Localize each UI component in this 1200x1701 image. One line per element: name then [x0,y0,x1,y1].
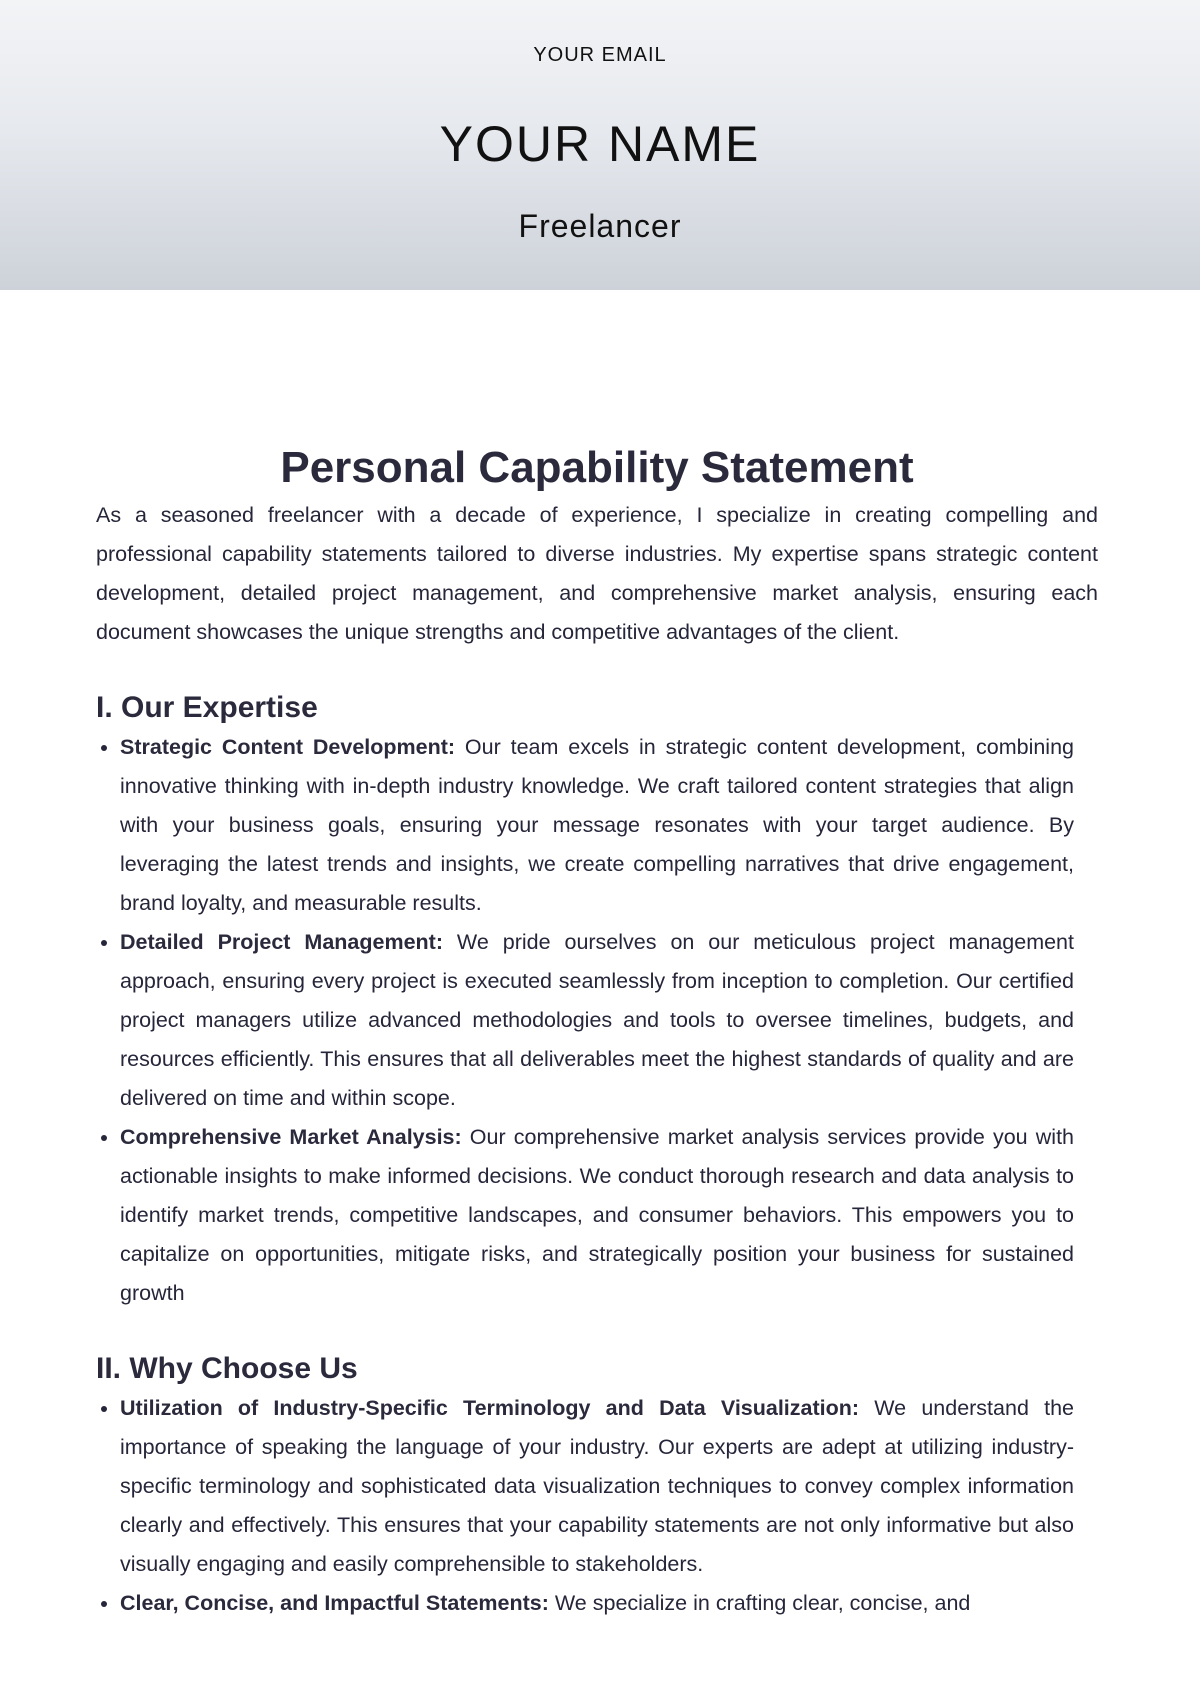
list-item-text: We understand the importance of speaking the language of your industry. Our experts are adept at utilizing industry-specific terminology and sophisticated data visualization techniques to convey complex information clearly and effectively. This ensures that your capability statements are not only informative but also visually engaging and easily comprehensible to stakeholders. [120,1396,1074,1576]
document-title: Personal Capability Statement [280,443,914,492]
list-item [120,923,1074,1118]
role-subtitle: Freelancer [518,208,682,244]
name-heading: YOUR NAME [439,116,761,172]
list-item [120,1118,1074,1313]
list-item-label: Clear, Concise, and Impactful Statements: [120,1591,549,1615]
list-item [120,1389,1074,1584]
list-item-text: We pride ourselves on our meticulous project management approach, ensuring every project is executed seamlessly from inception to completion. Our certified project managers utilize advanced methodologies and tools to oversee timelines, budgets, and resources efficiently. This ensures that all deliverables meet the highest standards of quality and are delivered on time and within scope. [120,930,1074,1110]
document-body [96,440,1098,1623]
list-item-text: Our team excels in strategic content development, combining innovative thinking with in-depth industry knowledge. We craft tailored content strategies that align with your business goals, ensuring your message resonates with your target audience. By leveraging the latest trends and insights, we create compelling narratives that drive engagement, brand loyalty, and measurable results. [120,735,1074,915]
header-banner [0,0,1200,290]
list-item-label: Utilization of Industry-Specific Terminology and Data Visualization: [120,1396,860,1420]
section-heading-expertise: I. Our Expertise [96,691,318,724]
list-item [120,1584,1074,1623]
list-item-text: We specialize in crafting clear, concise, and [548,1591,971,1615]
intro-paragraph: As a seasoned freelancer with a decade of experience, I specialize in creating compelling and professional capability statements tailored to diverse industries. My expertise spans strategic content development, detailed project management, and comprehensive market analysis, ensuring each document showcases the unique strengths and competitive advantages of the client. [96,503,1098,644]
list-item-text: Our comprehensive market analysis services provide you with actionable insights to make informed decisions. We conduct thorough research and data analysis to identify market trends, competitive landscapes, and consumer behaviors. This empowers you to capitalize on opportunities, mitigate risks, and strategically position your business for sustained growth [120,1125,1074,1305]
why-choose-us-list [96,1389,1074,1623]
expertise-list [96,728,1074,1313]
list-item-label: Detailed Project Management: [120,930,443,954]
list-item-label: Strategic Content Development: [120,735,456,759]
email-text: YOUR EMAIL [533,44,667,66]
list-item-label: Comprehensive Market Analysis: [120,1125,462,1149]
section-heading-why-choose-us: II. Why Choose Us [96,1352,358,1385]
list-item [120,728,1074,923]
